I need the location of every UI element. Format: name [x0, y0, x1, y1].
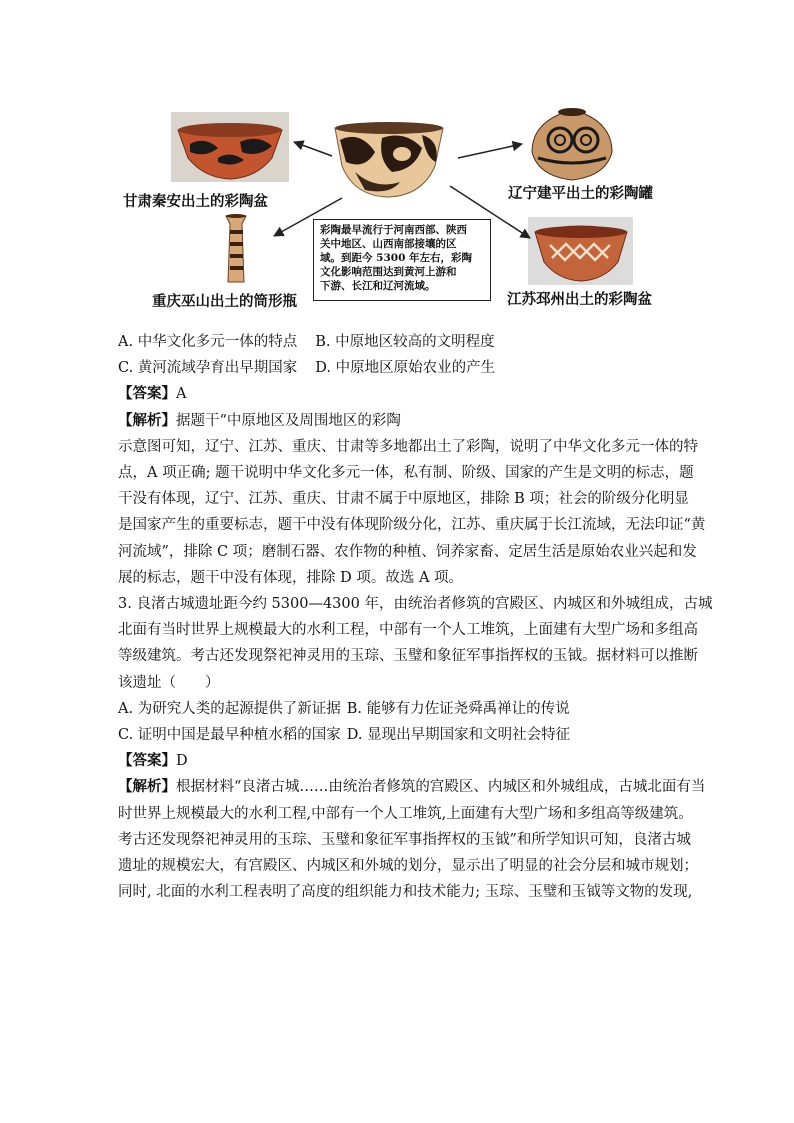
- q3-options-row-2: [118, 722, 678, 748]
- arrow-to-gansu: [294, 142, 332, 156]
- q3-analysis-line: 考古还发现祭祀神灵用的玉琮、玉璧和象征军事指挥权的玉钺”和所学知识可知，良渚古城: [118, 831, 691, 848]
- q3-analysis-line: 遗址的规模宏大，有宫殿区、内城区和外城的划分，显示出了明显的社会分层和城市规划；: [118, 858, 698, 875]
- callout-line: 彩陶最早流行于河南西部、陕西: [320, 224, 467, 236]
- q2-analysis-first: [118, 408, 678, 434]
- arrow-to-liaoning: [458, 144, 522, 158]
- q3-stem-line: 3. 良渚古城遗址距今约 5300—4300 年，由统治者修筑的宫殿区、内城区和外城组成，古城: [118, 596, 713, 613]
- liaoning-pottery-image: [532, 108, 612, 180]
- q3-answer: [118, 748, 678, 774]
- q3-option-d: D. 显现出早期国家和文明社会特征: [346, 727, 571, 744]
- q2-option-b: B. 中原地区较高的文明程度: [315, 334, 495, 350]
- q2-answer-value: A: [176, 386, 187, 403]
- q2-analysis-text: 据题干“中原地区及周围地区的彩陶: [176, 412, 401, 429]
- q2-answer-tag: 【答案】: [118, 385, 176, 403]
- q2-analysis-line: 点，A 项正确; 题干说明中华文化多元一体，私有制、阶级、国家的产生是文明的标志，题: [118, 465, 694, 482]
- chongqing-label: 重庆巫山出土的筒形瓶: [152, 293, 297, 310]
- q3-option-c: C. 证明中国是最早种植水稻的国家: [118, 727, 341, 744]
- q2-analysis-line: 示意图可知，辽宁、江苏、重庆、甘肃等多地都出土了彩陶，说明了中华文化多元一体的特: [118, 438, 698, 455]
- q3-stem-line: 等级建筑。考古还发现祭祀神灵用的玉琮、玉璧和象征军事指挥权的玉钺。据材料可以推断: [118, 648, 698, 665]
- q3-stem-line: 北面有当时世界上规模最大的水利工程，中部有一个人工堆筑，上面建有大型广场和多组高: [118, 622, 698, 639]
- document-body: [118, 329, 713, 905]
- q2-analysis-line: 是国家产生的重要标志，题干中没有体现阶级分化，江苏、重庆属于长江流域，无法印证“黄: [118, 517, 706, 534]
- gansu-pottery-image: [171, 112, 289, 182]
- callout-line: 关中地区、山西南部接壤的区: [320, 238, 457, 250]
- q3-answer-tag: 【答案】: [118, 752, 176, 770]
- q2-analysis-line: 干没有体现，辽宁、江苏、重庆、甘肃不属于中原地区，排除 B 项；社会的阶级分化明显: [118, 491, 689, 508]
- q3-analysis-line: 同时, 北面的水利工程表明了高度的组织能力和技术能力; 玉琮、玉璧和玉钺等文物的发现,: [118, 884, 693, 901]
- q3-options-row-1: [118, 696, 678, 722]
- q3-stem-line: 该遗址（ ）: [118, 674, 220, 691]
- q2-answer: [118, 381, 678, 407]
- callout-line: 下游、长江和辽河流域。: [320, 280, 436, 292]
- q2-option-d: D. 中原地区原始农业的产生: [315, 360, 496, 377]
- q3-answer-value: D: [176, 753, 188, 770]
- liaoning-label: 辽宁建平出土的彩陶罐: [508, 185, 653, 202]
- q2-option-c: C. 黄河流域孕育出早期国家: [118, 360, 298, 377]
- q3-analysis-first: [118, 774, 706, 800]
- chongqing-pottery-image: [226, 214, 246, 282]
- q3-option-b: B. 能够有力佐证尧舜禹禅让的传说: [346, 700, 570, 717]
- figure-callout-box: [313, 219, 491, 301]
- jiangsu-pottery-image: [528, 217, 633, 285]
- q2-options-row-2: [118, 355, 678, 381]
- q3-option-a: A. 为研究人类的起源提供了新证据: [118, 700, 341, 717]
- callout-line: 文化影响范围达到黄河上游和: [320, 266, 457, 278]
- q2-analysis-line: 河流域”，排除 C 项；磨制石器、农作物的种植、饲养家畜、定居生活是原始农业兴起和发: [118, 543, 697, 560]
- q3-analysis-text: 根据材料“良渚古城……由统治者修筑的宫殿区、内城区和外城组成，古城北面有当: [176, 779, 706, 796]
- q3-analysis-line: 时世界上规模最大的水利工程,中部有一个人工堆筑,上面建有大型广场和多组高等级建筑。: [118, 805, 693, 822]
- q2-analysis-line: 展的标志，题干中没有体现，排除 D 项。故选 A 项。: [118, 569, 464, 586]
- q3-analysis-tag: 【解析】: [118, 778, 176, 796]
- callout-line: 域。到距今 5300 年左右，彩陶: [320, 252, 473, 264]
- jiangsu-label: 江苏邳州出土的彩陶盆: [507, 291, 652, 308]
- q2-analysis-tag: 【解析】: [118, 411, 176, 429]
- gansu-label: 甘肃秦安出土的彩陶盆: [123, 193, 268, 210]
- q2-option-a: A. 中华文化多元一体的特点: [118, 334, 298, 350]
- center-pottery-image: [335, 122, 443, 197]
- q2-options-row-1: [118, 329, 678, 355]
